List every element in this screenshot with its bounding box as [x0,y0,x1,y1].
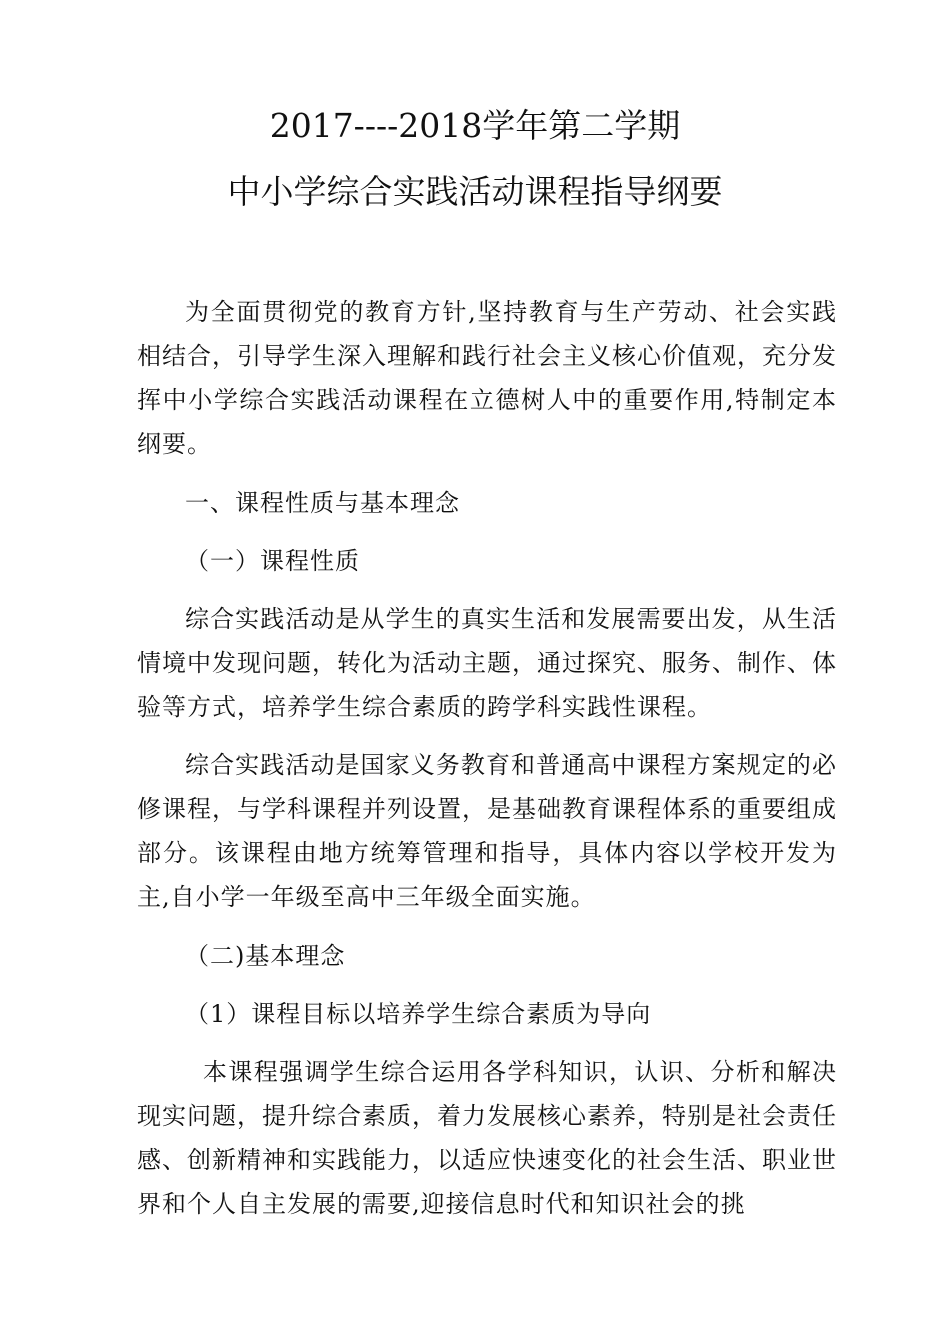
document-title-main: 中小学综合实践活动课程指导纲要 [227,172,723,211]
intro-paragraph: 为全面贯彻党的教育方针,坚持教育与生产劳动、社会实践相结合，引导学生深入理解和践行社会主义核心价值观，充分发挥中小学综合实践活动课程在立德树人中的重要作用,特制定本纲要。 [137,298,837,458]
point-heading-1: （1）课程目标以培养学生综合素质为导向 [185,1000,652,1028]
subsection-heading-basic-concepts: （二)基本理念 [185,942,346,970]
document-body [137,290,837,1226]
section-heading-1: 一、课程性质与基本理念 [185,489,460,517]
subsection-heading-course-nature: （一）课程性质 [185,547,360,575]
document-title-term: 2017----2018学年第二学期 [269,106,681,145]
course-nature-paragraph-2: 综合实践活动是国家义务教育和普通高中课程方案规定的必修课程，与学科课程并列设置，是基础教育课程体系的重要组成部分。该课程由地方统筹管理和指导，具体内容以学校开发为主,自小学一年级至高中三年级全面实施。 [137,751,837,911]
course-nature-paragraph-1: 综合实践活动是从学生的真实生活和发展需要出发，从生活情境中发现问题，转化为活动主题，通过探究、服务、制作、体验等方式，培养学生综合素质的跨学科实践性课程。 [137,605,837,721]
point-1-paragraph: 本课程强调学生综合运用各学科知识，认识、分析和解决现实问题，提升综合素质，着力发展核心素养，特别是社会责任感、创新精神和实践能力，以适应快速变化的社会生活、职业世界和个人自主发展的需要,迎接信息时代和知识社会的挑 [137,1058,837,1218]
